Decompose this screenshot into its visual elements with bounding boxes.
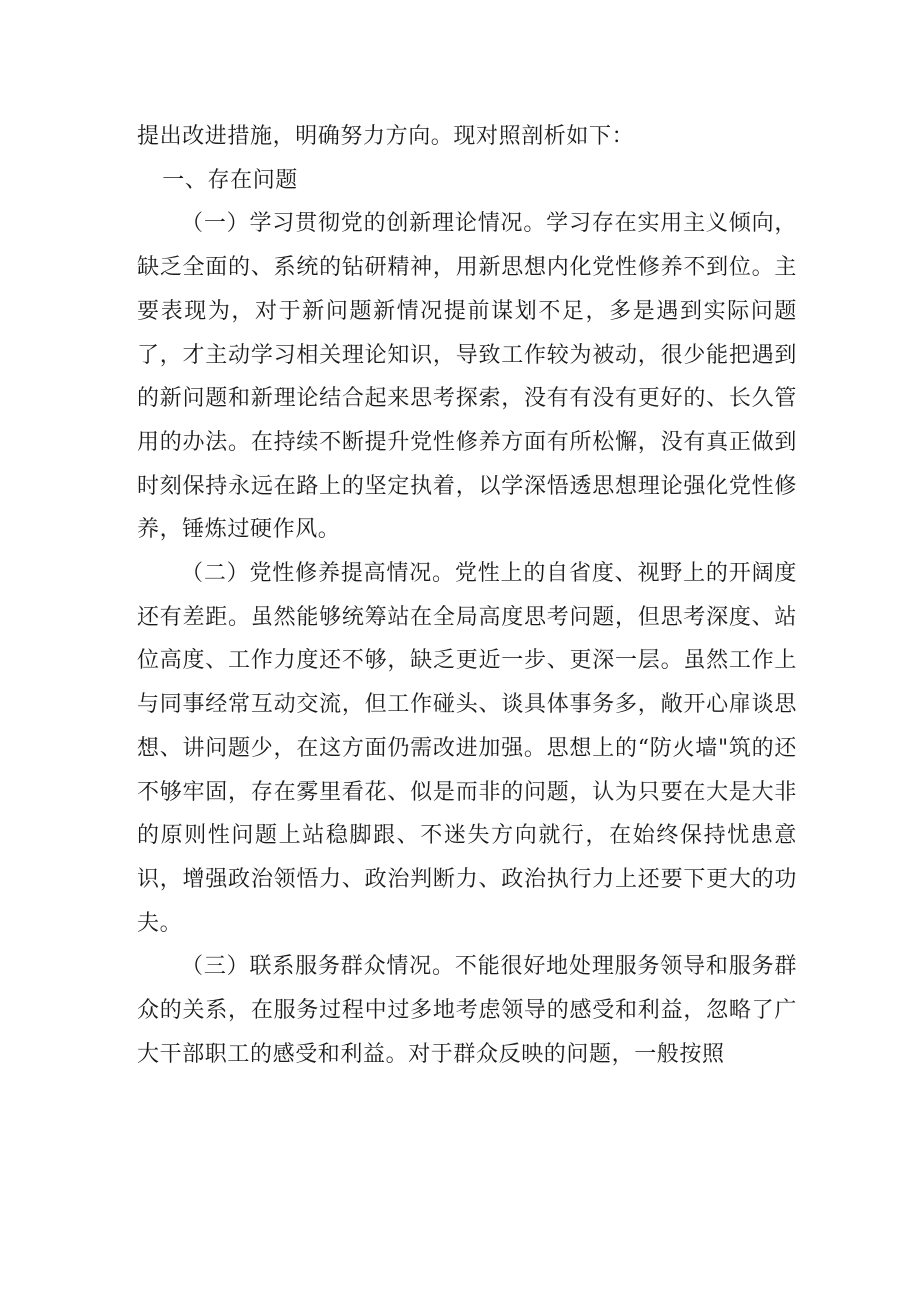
paragraph-party-spirit: （二）党性修养提高情况。党性上的自省度、视野上的开阔度还有差距。虽然能够统筹站在全局高度思考问题，但思考深度、站位高度、工作力度还不够，缺乏更近一步、更深一层。虽然工作上与同事经常互动交流，但工作碰头、谈具体事务多，敞开心扉谈思想、讲问题少，在这方面仍需改进加强。思想上的“防火墙"筑的还不够牢固，存在雾里看花、似是而非的问题，认为只要在大是大非的原则性问题上站稳脚跟、不迷失方向就行，在始终保持忧患意识，增强政治领悟力、政治判断力、政治执行力上还要下更大的功夫。 bbox=[137, 561, 797, 936]
document-body bbox=[137, 115, 797, 1076]
paragraph-study-theory: （一）学习贯彻党的创新理论情况。学习存在实用主义倾向，缺乏全面的、系统的钻研精神，用新思想内化党性修养不到位。主要表现为，对于新问题新情况提前谋划不足，多是遇到实际问题了，才主动学习相关理论知识，导致工作较为被动，很少能把遇到的新问题和新理论结合起来思考探索，没有有没有更好的、长久管用的办法。在持续不断提升党性修养方面有所松懈，没有真正做到时刻保持永远在路上的坚定执着，以学深悟透思想理论强化党性修养，锤炼过硬作风。 bbox=[137, 211, 797, 543]
intro-line: 提出改进措施，明确努力方向。现对照剖析如下： bbox=[137, 124, 635, 149]
section-heading: 一、存在问题 bbox=[162, 167, 298, 193]
paragraph-serve-masses: （三）联系服务群众情况。不能很好地处理服务领导和服务群众的关系，在服务过程中过多地考虑领导的感受和利益，忽略了广大干部职工的感受和利益。对于群众反映的问题，一般按照 bbox=[137, 954, 797, 1067]
